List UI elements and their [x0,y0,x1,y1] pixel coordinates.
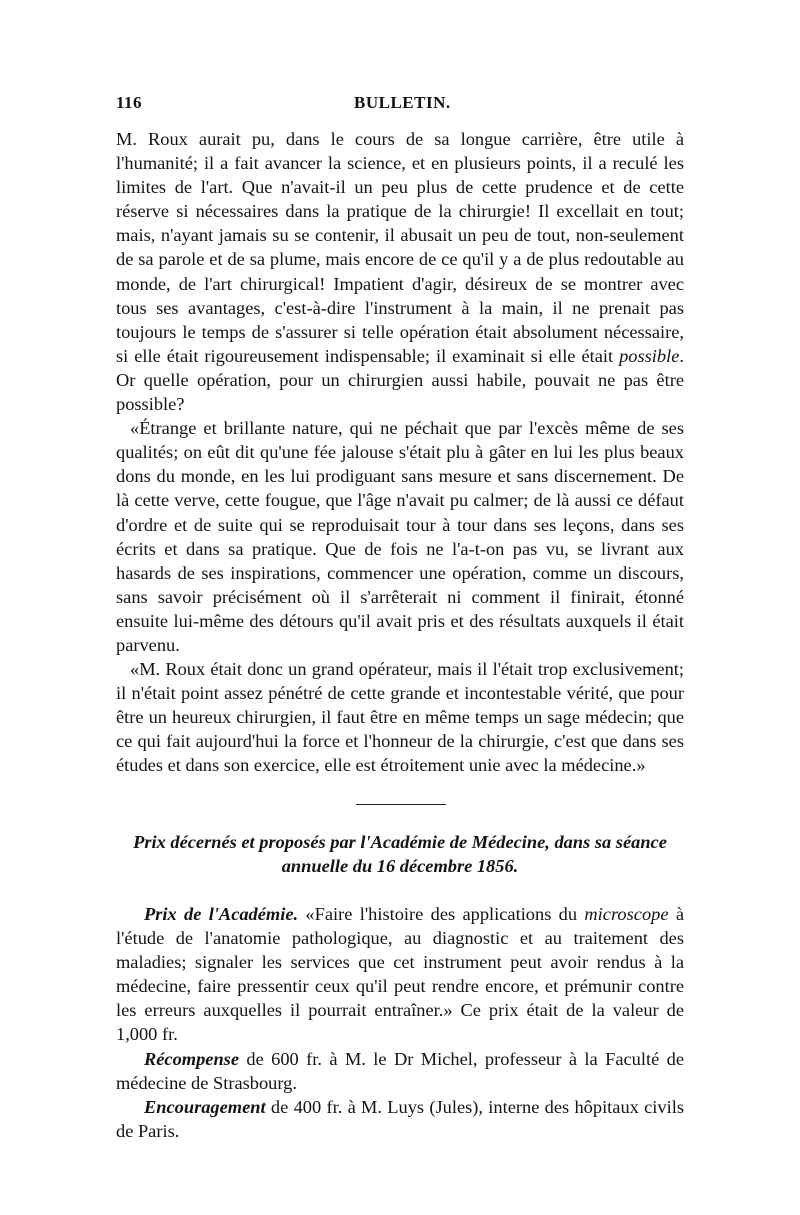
running-header [116,93,684,117]
prize-entry: Encouragement de 400 fr. à M. Luys (Jules), interne des hôpitaux civils de Paris. [116,1096,684,1141]
prize-label: Récompense [144,1048,239,1069]
article-body [116,127,684,778]
prize-label: Encouragement [144,1096,266,1117]
paragraph: «M. Roux était donc un grand opérateur, mais il l'était trop exclusivement; il n'était point assez pénétré de cette grande et incontestable vérité, que pour être un heureux chirurgien, il faut être en même temps un sage médecin; que ce qui fait aujourd'hui la force et l'honneur de la chirurgie, c'est que dans ses études et dans son exercice, elle est étroitement unie avec la médecine.» [116,659,684,776]
prizes-body [116,902,684,1143]
paragraph: M. Roux aurait pu, dans le cours de sa longue carrière, être utile à l'humanité; il a fait avancer la science, et en plusieurs points, il a reculé les limites de l'art. Que n'avait-il un peu plus de cette prudence et de cette réserve si nécessaires dans la pratique de la chirurgie! Il excellait en tout; mais, n'ayant jamais su se contenir, il abusait un peu de tout, non-seulement de sa parole et de sa plume, mais encore de ce qu'il y a de plus redoutable au monde, de l'art chirurgical! Impatient d'agir, désireux de se montrer avec tous ses avantages, c'est-à-dire l'instrument à la main, il ne prenait pas toujours le temps de s'assurer si telle opération était absolument nécessaire, si elle était rigoureusement indispensable; il examinait si elle était possible. Or quelle opération, pour un chirurgien aussi habile, pouvait ne pas être possible? [116,129,684,415]
prize-label: Prix de l'Académie. [144,904,299,924]
section-heading: Prix décernés et proposés par l'Académie de Médecine, dans sa séance annuelle du 16 décembre 1856. [133,832,667,876]
page-number: 116 [116,93,143,112]
prize-entry: Récompense de 600 fr. à M. le Dr Michel, professeur à la Faculté de médecine de Strasbourg. [116,1048,684,1093]
section-divider [356,804,446,805]
running-title: BULLETIN. [354,93,451,112]
prize-entry: Prix de l'Académie. «Faire l'histoire des applications du microscope à l'étude de l'anatomie pathologique, au diagnostic et au traitement des maladies; signaler les services que cet instrument peut avoir rendus à la médecine, faire pressentir ceux qu'il peut rendre encore, et prémunir contre les erreurs auxquelles il pourrait entraîner.» Ce prix était de la valeur de 1,000 fr. [116,904,685,1045]
paragraph: «Étrange et brillante nature, qui ne péchait que par l'excès même de ses qualités; on eût dit qu'une fée jalouse s'était plu à gâter en lui les plus beaux dons du monde, en les lui prodiguant sans mesure et sans discernement. De là cette verve, cette fougue, que l'âge n'avait pu calmer; de là aussi ce défaut d'ordre et de suite qui se reproduisait tour à tour dans ses leçons, dans ses écrits et dans sa pratique. Que de fois ne l'a-t-on pas vu, se livrant aux hasards de ses inspirations, commencer une opération, comme un discours, sans savoir précisément où il s'arrêterait ni comment il finirait, étonné ensuite lui-même des détours qu'il avait pris et des résultats auxquels il était parvenu. [116,418,684,655]
